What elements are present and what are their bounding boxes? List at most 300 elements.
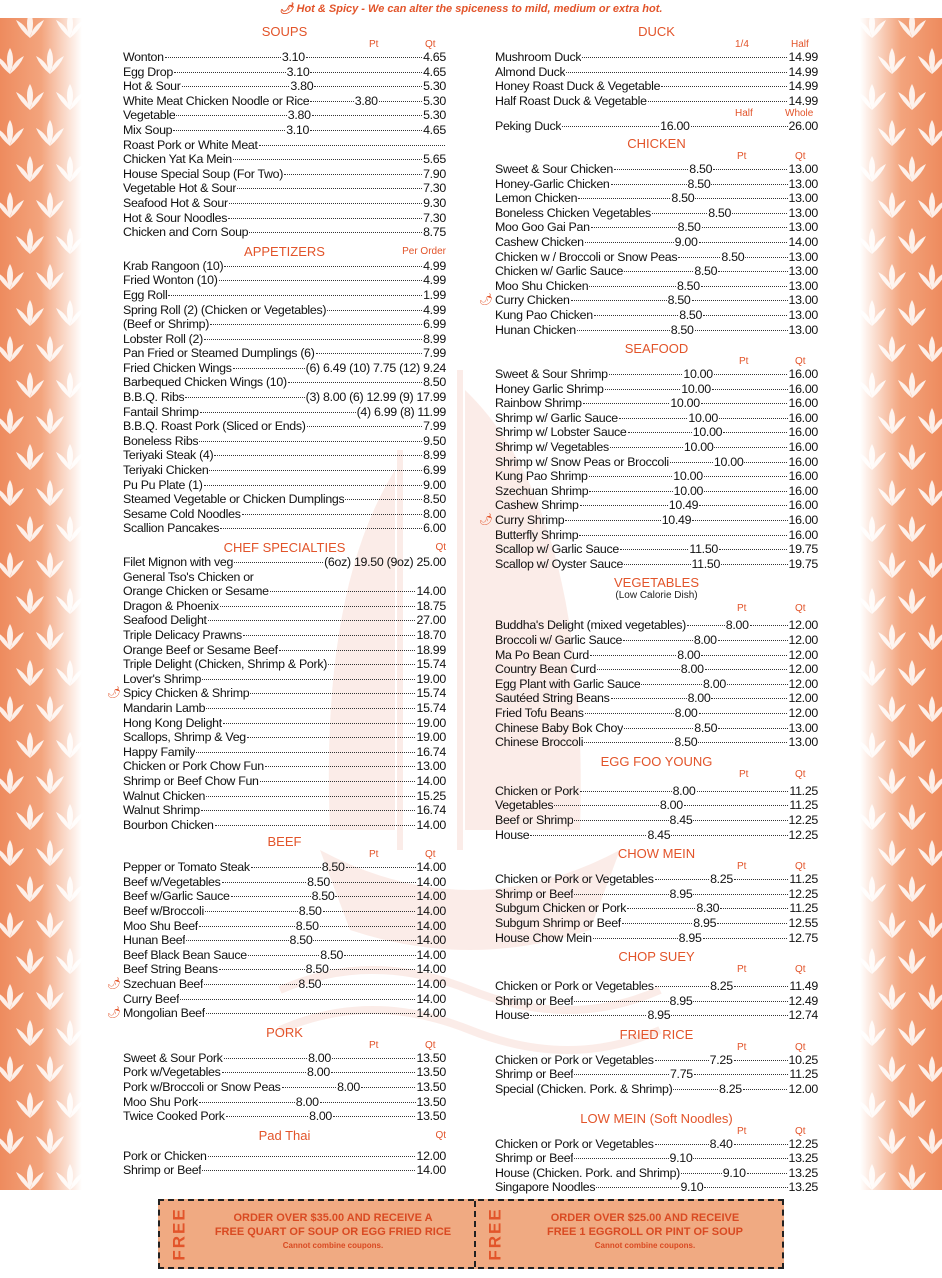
dot-leader — [719, 549, 787, 550]
menu-item — [123, 108, 446, 123]
item-price-qt: 16.00 — [788, 454, 818, 469]
item-price-qt: 16.00 — [788, 498, 818, 513]
item-price-qt: 4.65 — [423, 50, 446, 64]
item-name: Beef Black Bean Sauce — [123, 947, 247, 962]
item-price-qt: 16.00 — [788, 483, 818, 498]
item-price-pt: 10.00 — [713, 454, 744, 469]
dot-leader — [202, 1170, 415, 1171]
item-price-pt: 8.50 — [694, 264, 718, 279]
column-label-pt: Pt — [737, 150, 747, 162]
dot-leader — [699, 505, 787, 506]
item-price-pt: 8.50 — [694, 720, 718, 735]
item-price-pt: 3.10 — [286, 64, 310, 79]
item-name: Shrimp or Beef — [495, 1067, 574, 1082]
menu-item — [123, 948, 446, 963]
item-price-qt: 12.00 — [788, 705, 818, 720]
column-label-qt: Qt — [795, 150, 806, 162]
dot-leader — [219, 280, 423, 281]
menu-item — [495, 706, 818, 721]
menu-item — [495, 235, 818, 250]
dot-leader — [619, 418, 688, 419]
menu-item — [495, 994, 818, 1009]
dot-leader — [687, 625, 725, 626]
item-price-pt: 8.50 — [298, 977, 322, 992]
item-name: Hunan Beef — [123, 933, 186, 948]
price-column-labels — [123, 849, 446, 860]
menu-item — [123, 919, 446, 934]
item-name: Cashew Chicken — [495, 234, 584, 249]
dot-leader — [260, 781, 416, 782]
item-name: Chicken and Corn Soup — [123, 225, 249, 240]
item-price-qt: 12.00 — [788, 633, 819, 647]
fried-rice-section — [495, 1027, 818, 1101]
item-price-whole: 26.00 — [788, 119, 819, 134]
lotus-pattern-right — [860, 18, 942, 1190]
item-name: Hunan Chicken — [495, 322, 576, 337]
item-price: 8.50 — [423, 492, 446, 507]
item-price-qt: 4.65 — [423, 122, 446, 137]
dot-leader — [693, 894, 787, 895]
item-price: 12.00 — [416, 1148, 446, 1163]
column-label-pt: Pt — [739, 356, 749, 368]
price-column-labels — [495, 964, 818, 975]
coupon-line-2: FREE 1 EGGROLL OR PINT OF SOUP — [547, 1226, 743, 1238]
item-name: House — [495, 827, 530, 842]
item-name: Broccoli w/ Garlic Sauce — [495, 633, 623, 647]
dot-leader — [695, 330, 788, 331]
item-price-qt: 16.00 — [788, 527, 818, 542]
item-name: Chicken or Pork Chow Fun — [123, 759, 264, 774]
menu-item — [123, 94, 446, 109]
item-price-qt: 9.30 — [423, 195, 446, 210]
item-name: Dragon & Phoenix — [123, 598, 219, 613]
item-name: House — [495, 1008, 530, 1023]
dot-leader — [585, 242, 674, 243]
item-price-qt: 12.25 — [788, 812, 819, 827]
column-label-qt: Qt — [795, 861, 806, 873]
dot-leader — [717, 923, 787, 924]
menu-item — [123, 1149, 446, 1164]
item-price-pt: 8.00 — [703, 676, 726, 691]
item-name: Szechuan Beef — [123, 977, 204, 992]
item-price-qt: 14.00 — [416, 991, 446, 1006]
item-name: Chicken or Pork or Vegetables — [495, 1136, 654, 1151]
item-price-qt: 13.50 — [416, 1109, 446, 1124]
item-name: Spicy Chicken & Shrimp — [123, 686, 250, 701]
item-name: Egg Drop — [123, 64, 173, 79]
item-name: Pork w/Broccoli or Snow Peas — [123, 1080, 281, 1094]
dot-leader — [701, 403, 788, 404]
dot-leader — [734, 1060, 788, 1061]
menu-item — [495, 264, 818, 279]
menu-item — [495, 191, 818, 206]
item-name: Vegetables — [495, 798, 554, 813]
pork-title: PORK — [266, 1024, 303, 1040]
item-price-qt: 13.00 — [788, 161, 818, 176]
dot-leader — [678, 257, 720, 258]
menu-item — [495, 691, 818, 706]
dot-leader — [200, 412, 356, 413]
item-name: Roast Pork or White Meat — [123, 137, 258, 152]
dot-leader — [750, 625, 788, 626]
dot-leader — [284, 174, 422, 175]
coupon-line-1: ORDER OVER $35.00 AND RECEIVE A — [233, 1212, 433, 1224]
item-price: 8.99 — [423, 448, 446, 463]
menu-item — [107, 686, 446, 701]
item-price-pt: 9.00 — [674, 234, 698, 249]
dot-leader — [744, 462, 787, 463]
dot-leader — [220, 606, 416, 607]
chop-suey-section — [495, 949, 818, 1027]
item-name: Kung Pao Chicken — [495, 307, 593, 322]
dot-leader — [582, 57, 787, 58]
item-price-qt: 13.00 — [788, 220, 818, 235]
dot-leader — [282, 1087, 337, 1088]
menu-item — [123, 211, 446, 226]
dot-leader — [697, 791, 789, 792]
item-name: Szechuan Shrimp — [495, 483, 589, 498]
menu-item — [123, 1080, 446, 1095]
item-price-qt: 13.00 — [788, 293, 819, 308]
dot-leader — [209, 470, 422, 471]
menu-item — [495, 425, 818, 440]
item-name: Honey Garlic Shrimp — [495, 381, 604, 396]
item-name: Orange Beef or Sesame Beef — [123, 642, 278, 657]
column-label-qt: Qt — [425, 1039, 436, 1051]
dot-leader — [681, 1173, 722, 1174]
menu-item — [123, 1065, 446, 1080]
item-price-pt: 8.50 — [670, 322, 694, 337]
item-name: Fried Wonton (10) — [123, 273, 218, 288]
item-name: Hong Kong Delight — [123, 715, 222, 730]
item-price-qt: 12.00 — [788, 647, 818, 662]
dot-leader — [692, 520, 787, 521]
item-price: 1.99 — [423, 287, 446, 302]
menu-item — [123, 123, 446, 138]
item-price-qt: 13.00 — [788, 191, 819, 206]
column-label-pt: Pt — [737, 1125, 747, 1137]
item-price-qt: 7.30 — [423, 210, 446, 225]
item-name: Triple Delight (Chicken, Shrimp & Pork) — [123, 657, 328, 672]
menu-item — [123, 273, 446, 288]
item-name: Vegetable — [123, 108, 176, 123]
item-price-qt: 12.25 — [788, 886, 819, 901]
dot-leader — [270, 591, 416, 592]
coupon-1[interactable] — [160, 1201, 474, 1267]
item-name: Moo Shu Beef — [123, 918, 198, 933]
menu-item — [495, 455, 818, 470]
item-price-pt: 9.10 — [669, 1151, 693, 1166]
item-price-pt: 8.00 — [680, 662, 704, 677]
menu-item — [123, 288, 446, 303]
friedrice-heading — [495, 1027, 818, 1042]
item-price-qt: 12.00 — [788, 1082, 818, 1097]
menu-item — [495, 633, 818, 648]
dot-leader — [333, 1116, 415, 1117]
item-name: Subgum Chicken or Pork — [495, 901, 627, 916]
pad-thai-section — [123, 1128, 446, 1178]
chili-pepper-icon: 🌶︎ — [107, 978, 121, 991]
dot-leader — [251, 867, 321, 868]
menu-item — [495, 1008, 818, 1023]
dot-leader — [223, 723, 416, 724]
item-name: Steamed Vegetable or Chicken Dumplings — [123, 492, 345, 507]
dot-leader — [168, 295, 422, 296]
dot-leader — [379, 101, 422, 102]
item-price-pt: 8.00 — [693, 633, 717, 647]
price-column-labels — [495, 356, 818, 367]
item-price-pt: 3.10 — [281, 50, 305, 64]
menu-item — [123, 1095, 446, 1110]
menu-item — [495, 887, 818, 902]
dot-leader — [655, 1144, 709, 1145]
left-decorative-border — [0, 18, 82, 1190]
menu-item — [495, 813, 818, 828]
menu-item — [123, 390, 446, 405]
dot-leader — [623, 640, 693, 641]
item-price-pt: 8.00 — [687, 691, 711, 706]
item-price-pt: 9.10 — [722, 1165, 746, 1180]
coupon-2[interactable] — [476, 1201, 782, 1267]
column-label-qt: Qt — [795, 356, 806, 368]
dot-leader — [734, 1144, 788, 1145]
chopsuey-title: CHOP SUEY — [618, 949, 695, 965]
dot-leader — [605, 389, 681, 390]
item-name: Happy Family — [123, 744, 196, 759]
dot-leader — [727, 684, 788, 685]
item-price: 15.74 — [416, 700, 446, 715]
dot-leader — [331, 882, 416, 883]
dot-leader — [718, 271, 787, 272]
dot-leader — [214, 455, 422, 456]
item-price-pt: 8.00 — [307, 1065, 330, 1080]
item-name: Sweet & Sour Shrimp — [495, 367, 608, 382]
item-price-qt: 12.25 — [788, 827, 819, 842]
item-name: Country Bean Curd — [495, 662, 596, 677]
dot-leader — [313, 940, 415, 941]
item-price-pt: 11.50 — [689, 542, 719, 557]
dot-leader — [233, 368, 305, 369]
dot-leader — [310, 72, 422, 73]
item-name: Almond Duck — [495, 64, 566, 79]
dot-leader — [288, 382, 422, 383]
dot-leader — [655, 1060, 709, 1061]
dot-leader — [215, 825, 416, 826]
item-price-pt: 8.50 — [708, 205, 732, 220]
chopsuey-heading — [495, 949, 818, 964]
dot-leader — [711, 698, 787, 699]
dot-leader — [574, 1158, 668, 1159]
item-name: Lover's Shrimp — [123, 671, 202, 686]
item-price-pt: 8.50 — [305, 962, 329, 977]
item-price-qt: 13.50 — [416, 1065, 446, 1080]
dot-leader — [611, 698, 687, 699]
item-price-qt: 10.25 — [788, 1052, 819, 1067]
item-name: Buddha's Delight (mixed vegetables) — [495, 618, 686, 633]
item-price: 18.99 — [416, 642, 446, 657]
item-price-qt: 16.00 — [788, 469, 818, 484]
item-name: Shrimp or Beef — [495, 886, 574, 901]
item-price: 13.00 — [416, 759, 446, 774]
item-price: 14.99 — [788, 79, 818, 94]
dot-leader — [712, 389, 788, 390]
item-price: 14.00 — [416, 773, 446, 788]
item-name: (Beef or Shrimp) — [123, 317, 210, 332]
menu-item — [495, 677, 818, 692]
right-menu-column — [479, 24, 819, 1199]
item-name: Lemon Chicken — [495, 191, 578, 206]
dot-leader — [562, 126, 659, 127]
dot-leader — [624, 271, 693, 272]
item-price-pt: 8.50 — [677, 220, 701, 235]
menu-item — [495, 382, 818, 397]
item-price: 15.25 — [416, 788, 446, 803]
dot-leader — [734, 986, 788, 987]
item-price-pt: 8.00 — [677, 647, 701, 662]
chowmein-heading — [495, 846, 818, 861]
item-name: Seafood Hot & Sour — [123, 195, 228, 210]
item-price-pt: 8.30 — [696, 901, 720, 916]
item-name: Fried Tofu Beans — [495, 705, 584, 720]
item-price-qt: 5.30 — [423, 108, 446, 123]
column-label: Qt — [435, 1129, 446, 1141]
item-price-qt: 12.00 — [788, 662, 818, 677]
item-name: Curry Beef — [123, 991, 180, 1006]
item-name: Shrimp or Beef — [495, 993, 574, 1008]
coupon-text — [200, 1211, 466, 1253]
item-name: Beef String Beans — [123, 962, 218, 977]
menu-item — [123, 448, 446, 463]
item-name: Krab Rangoon (10) — [123, 258, 224, 273]
item-price-pt: 9.10 — [680, 1180, 704, 1195]
dot-leader — [703, 938, 788, 939]
menu-item — [495, 79, 818, 94]
menu-item — [123, 759, 446, 774]
menu-item — [495, 901, 818, 916]
item-price-qt: 13.00 — [788, 249, 819, 264]
item-price-qt: 13.50 — [416, 1080, 446, 1094]
soups-title: SOUPS — [261, 24, 308, 39]
item-name: Twice Cooked Pork — [123, 1109, 225, 1124]
item-price-pt: 8.50 — [689, 161, 713, 176]
item-price-qt: 13.00 — [788, 278, 818, 293]
item-name: Triple Delicacy Prawns — [123, 627, 242, 642]
dot-leader — [328, 664, 415, 665]
dot-leader — [220, 528, 422, 529]
item-name: Shrimp w/ Vegetables — [495, 440, 609, 455]
dot-leader — [711, 184, 787, 185]
appetizers-section — [123, 244, 446, 540]
item-price-qt: 13.00 — [788, 720, 819, 735]
item-name: Ma Po Bean Curd — [495, 647, 589, 662]
eggfooyoung-title: EGG FOO YOUNG — [600, 753, 713, 769]
menu-item — [495, 308, 818, 323]
menu-item — [123, 50, 446, 65]
column-label-pt: Pt — [737, 603, 747, 615]
dot-leader — [714, 374, 788, 375]
chili-pepper-icon: 🌶︎ — [107, 1007, 121, 1020]
item-price-qt: 16.00 — [788, 425, 818, 440]
coupon-free-label: FREE — [486, 1207, 505, 1261]
egg-foo-young-section — [495, 754, 818, 846]
menu-item — [495, 119, 818, 134]
item-name: Shrimp w/ Snow Peas or Broccoli — [495, 454, 669, 469]
column-label-pt: Pt — [369, 1039, 379, 1051]
item-price-qt: 13.25 — [788, 1151, 819, 1166]
item-name: B.B.Q. Ribs — [123, 390, 185, 405]
beef-heading — [123, 834, 446, 849]
item-price-pt: 10.49 — [668, 498, 699, 513]
dot-leader — [316, 353, 423, 354]
dot-leader — [743, 1089, 788, 1090]
item-price-pt: 8.95 — [669, 993, 693, 1008]
appetizers-title: APPETIZERS — [244, 243, 325, 259]
item-price-qt: 19.75 — [788, 556, 819, 571]
chicken-heading — [495, 136, 818, 151]
item-name: Sautéed String Beans — [495, 691, 610, 706]
dot-leader — [204, 485, 423, 486]
item-price-pt: 8.00 — [308, 1050, 331, 1065]
dot-leader — [627, 908, 695, 909]
dot-leader — [648, 101, 788, 102]
item-price-pt: 10.49 — [661, 513, 692, 528]
item-name: Pan Fried or Steamed Dumplings (6) — [123, 346, 315, 361]
padthai-title: Pad Thai — [258, 1127, 311, 1143]
menu-item — [495, 1053, 818, 1068]
dot-leader — [566, 72, 787, 73]
dot-leader — [224, 266, 422, 267]
item-name: Egg Roll — [123, 287, 168, 302]
menu-item — [123, 1051, 446, 1066]
item-price-qt: 14.00 — [416, 962, 446, 977]
item-price-pt: 8.50 — [721, 249, 745, 264]
item-price-pt: 8.00 — [725, 618, 749, 633]
item-price-qt: 13.00 — [788, 264, 819, 279]
dot-leader — [242, 514, 422, 515]
dot-leader — [652, 213, 707, 214]
dot-leader — [732, 213, 787, 214]
item-name: Walnut Shrimp — [123, 803, 200, 818]
item-price-qt: 16.00 — [788, 513, 819, 528]
item-name: Beef w/Garlic Sauce — [123, 889, 230, 904]
dot-leader — [578, 198, 670, 199]
item-price-pt: 10.00 — [681, 381, 711, 396]
item-price-qt: 12.75 — [788, 930, 818, 945]
dot-leader — [693, 1158, 787, 1159]
item-price: 14.99 — [788, 93, 818, 108]
price-column-labels — [495, 1126, 818, 1137]
item-price-qt: 12.00 — [788, 618, 819, 633]
item-price-pt: 10.00 — [670, 396, 700, 411]
menu-item — [123, 716, 446, 731]
item-name: Shrimp or Beef — [495, 1151, 574, 1166]
item-price: 4.99 — [423, 302, 446, 317]
dot-leader — [720, 908, 788, 909]
item-price: 7.99 — [423, 346, 446, 361]
dot-leader — [226, 1116, 308, 1117]
menu-item — [123, 478, 446, 493]
vegetables-section — [495, 575, 818, 753]
item-name: Chicken Yat Ka Mein — [123, 152, 232, 167]
menu-item — [495, 1067, 818, 1082]
item-name: Pork or Chicken — [123, 1148, 207, 1163]
dot-leader — [661, 86, 787, 87]
dot-leader — [622, 923, 692, 924]
dot-leader — [589, 491, 672, 492]
chef-heading — [123, 540, 446, 555]
dot-leader — [723, 432, 787, 433]
item-price-qt: 16.00 — [788, 396, 818, 411]
